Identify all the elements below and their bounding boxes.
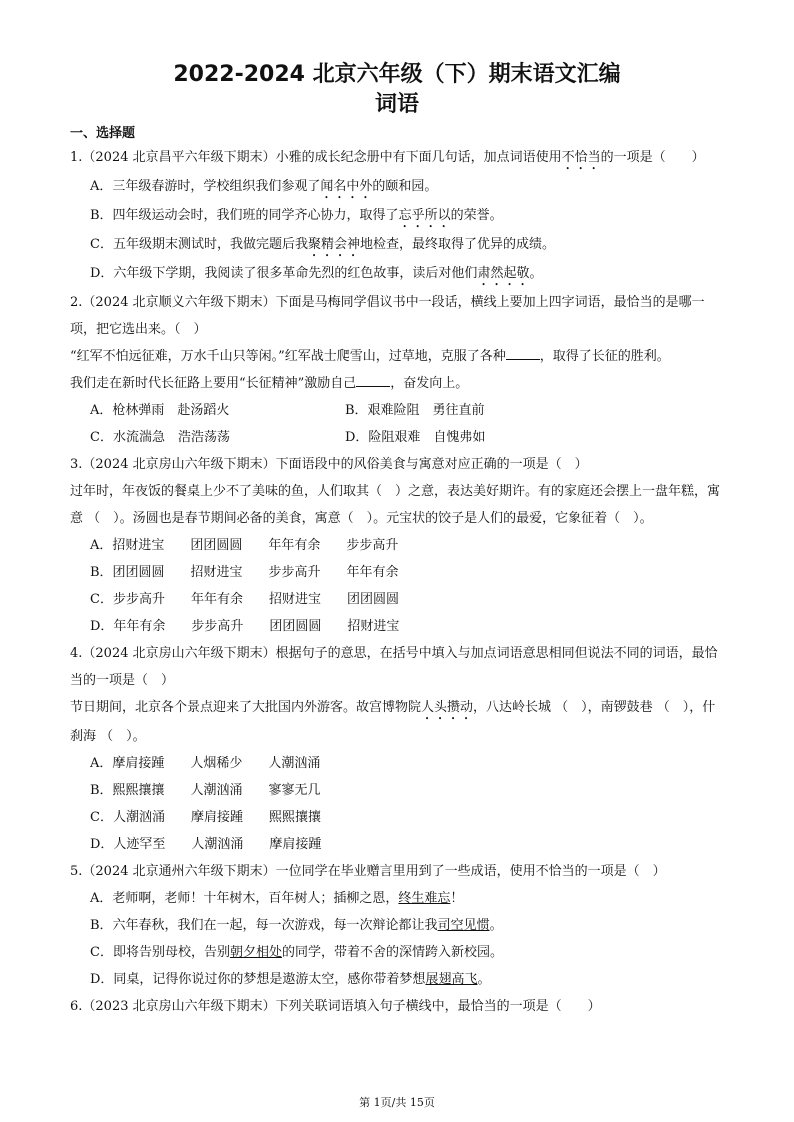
question-stem: 6.（2023 北京房山六年级下期末）下列关联词语填入句子横线中，最恰当的一项是（ ） xyxy=(70,999,601,1014)
option-text: ！ xyxy=(450,891,464,906)
question-1 xyxy=(70,144,724,289)
question-2 xyxy=(70,289,724,451)
option-text: A．老师啊，老师！十年树木，百年树人；插柳之恩， xyxy=(90,891,399,906)
option-c[interactable]: C．人潮汹涌 摩肩接踵 熙熙攘攘 xyxy=(90,810,321,825)
option-b[interactable] xyxy=(70,912,724,939)
option-c[interactable] xyxy=(70,231,724,260)
question-passage xyxy=(70,343,724,370)
option-b[interactable]: B．团团圆圆 招财进宝 步步高升 年年有余 xyxy=(90,565,399,580)
page-subtitle: 词语 xyxy=(374,92,419,117)
option-c[interactable]: C．步步高升 年年有余 招财进宝 团团圆圆 xyxy=(90,592,399,607)
option-text: C．即将告别母校，告别 xyxy=(90,945,230,960)
option-text: D．同桌，记得你说过你的梦想是遨游太空，感你带着梦想 xyxy=(90,972,426,987)
question-stem xyxy=(70,144,724,173)
question-passage xyxy=(70,694,724,750)
option-text: A．三年级春游时，学校组织我们参观了 xyxy=(90,179,321,194)
option-text: C．五年级期末测试时，我做完题后我 xyxy=(90,237,308,252)
option-text: 。 xyxy=(529,266,543,281)
page-title: 2022-2024 北京六年级（下）期末语文汇编 xyxy=(173,62,621,87)
question-3 xyxy=(70,451,724,640)
option-text: 的同学，带着不舍的深情跨入新校园。 xyxy=(281,945,503,960)
option-text: B．四年级运动会时，我们班的同学齐心协力，取得了 xyxy=(90,208,399,223)
fill-blank[interactable] xyxy=(506,347,540,360)
dotted-word: 闻名中外 xyxy=(320,179,373,194)
dotted-word: 肃然起敬 xyxy=(477,266,530,281)
option-d[interactable] xyxy=(70,966,724,993)
option-text: 。 xyxy=(489,918,503,933)
passage-text: ，八达岭长城 （ ），南锣鼓巷 （ ），什刹海 （ ）。 xyxy=(70,700,716,744)
dotted-word: 聚精会神 xyxy=(307,237,360,252)
passage-text: “红军不怕远征难，万水千山只等闲。”红军战士爬雪山，过草地，克服了各种 xyxy=(70,349,506,364)
option-b[interactable] xyxy=(70,202,724,231)
question-5 xyxy=(70,858,724,993)
question-passage: 过年时，年夜饭的餐桌上少不了美味的鱼，人们取其（ ）之意，表达美好期许。有的家庭还会摆上一盘年糕，寓意 （ ）。汤圆也是春节期间必备的美食，寓意（ ）。元宝状的饺子是人们的最爱，它象征着（ ）。 xyxy=(70,484,721,526)
dotted-word: 忘乎所以 xyxy=(398,208,451,223)
page-number: 第 1页/共 15页 xyxy=(359,1096,435,1109)
underlined-word: 司空见惯 xyxy=(437,918,490,933)
question-stem: 2.（2024 北京顺义六年级下期末）下面是马梅同学倡议书中一段话，横线上要加上四字词语，最恰当的是哪一项，把它选出来。（ ） xyxy=(70,295,705,337)
option-c[interactable]: C．水流湍急 浩浩荡荡 xyxy=(90,430,230,445)
question-6 xyxy=(70,993,724,1020)
question-stem: 4.（2024 北京房山六年级下期末）根据句子的意思，在括号中填入与加点词语意思相同但说法不同的词语，最恰当的一项是（ ） xyxy=(70,646,718,688)
section-heading: 一、选择题 xyxy=(70,126,136,141)
dotted-word: 不恰当 xyxy=(561,150,601,165)
underlined-word: 终生难忘 xyxy=(398,891,451,906)
passage-text: 节日期间，北京各个景点迎来了大批国内外游客。故宫博物院 xyxy=(70,700,422,715)
option-text: D．六年级下学期，我阅读了很多革命先烈的红色故事，读后对他们 xyxy=(90,266,478,281)
option-text: 地检查，最终取得了优异的成绩。 xyxy=(359,237,555,252)
passage-text: 我们走在新时代长征路上要用“长征精神”激励自己 xyxy=(70,376,357,391)
question-stem: 3.（2024 北京房山六年级下期末）下面语段中的风俗美食与寓意对应正确的一项是（ ） xyxy=(70,457,588,472)
option-d[interactable]: D．人迹罕至 人潮汹涌 摩肩接踵 xyxy=(90,837,322,852)
question-4 xyxy=(70,640,724,858)
option-text: 的荣誉。 xyxy=(450,208,503,223)
option-text: 的颐和园。 xyxy=(372,179,438,194)
option-c[interactable] xyxy=(70,939,724,966)
option-row xyxy=(70,424,724,451)
passage-text: ，奋发向上。 xyxy=(390,376,469,391)
passage-text: ，取得了长征的胜利。 xyxy=(539,349,670,364)
dotted-word: 人头攒动 xyxy=(421,700,474,715)
stem-text: 1.（2024 北京昌平六年级下期末）小雅的成长纪念册中有下面几句话，加点词语使用 xyxy=(70,150,562,165)
option-d[interactable]: D．年年有余 步步高升 团团圆圆 招财进宝 xyxy=(90,619,400,634)
option-text: 。 xyxy=(477,972,491,987)
option-b[interactable]: B．艰难险阻 勇往直前 xyxy=(345,403,485,418)
fill-blank[interactable] xyxy=(356,374,390,387)
question-stem: 5.（2024 北京通州六年级下期末）一位同学在毕业赠言里用到了一些成语，使用不恰当的一项是（ ） xyxy=(70,864,666,879)
option-a[interactable] xyxy=(70,885,724,912)
underlined-word: 展翅高飞 xyxy=(425,972,478,987)
option-b[interactable]: B．熙熙攘攘 人潮汹涌 寥寥无几 xyxy=(90,783,321,798)
option-d[interactable]: D．险阻艰难 自愧弗如 xyxy=(345,430,486,445)
option-a[interactable] xyxy=(70,173,724,202)
option-a[interactable]: A．招财进宝 团团圆圆 年年有余 步步高升 xyxy=(90,538,399,553)
question-passage xyxy=(70,370,724,397)
option-a[interactable]: A．枪林弹雨 赴汤蹈火 xyxy=(90,403,230,418)
option-a[interactable]: A．摩肩接踵 人烟稀少 人潮汹涌 xyxy=(90,756,321,771)
underlined-word: 朝夕相处 xyxy=(229,945,282,960)
option-text: B．六年春秋，我们在一起，每一次游戏，每一次辩论都让我 xyxy=(90,918,438,933)
option-row xyxy=(70,397,724,424)
stem-text: 的一项是（ ） xyxy=(600,150,705,165)
option-d[interactable] xyxy=(70,260,724,289)
